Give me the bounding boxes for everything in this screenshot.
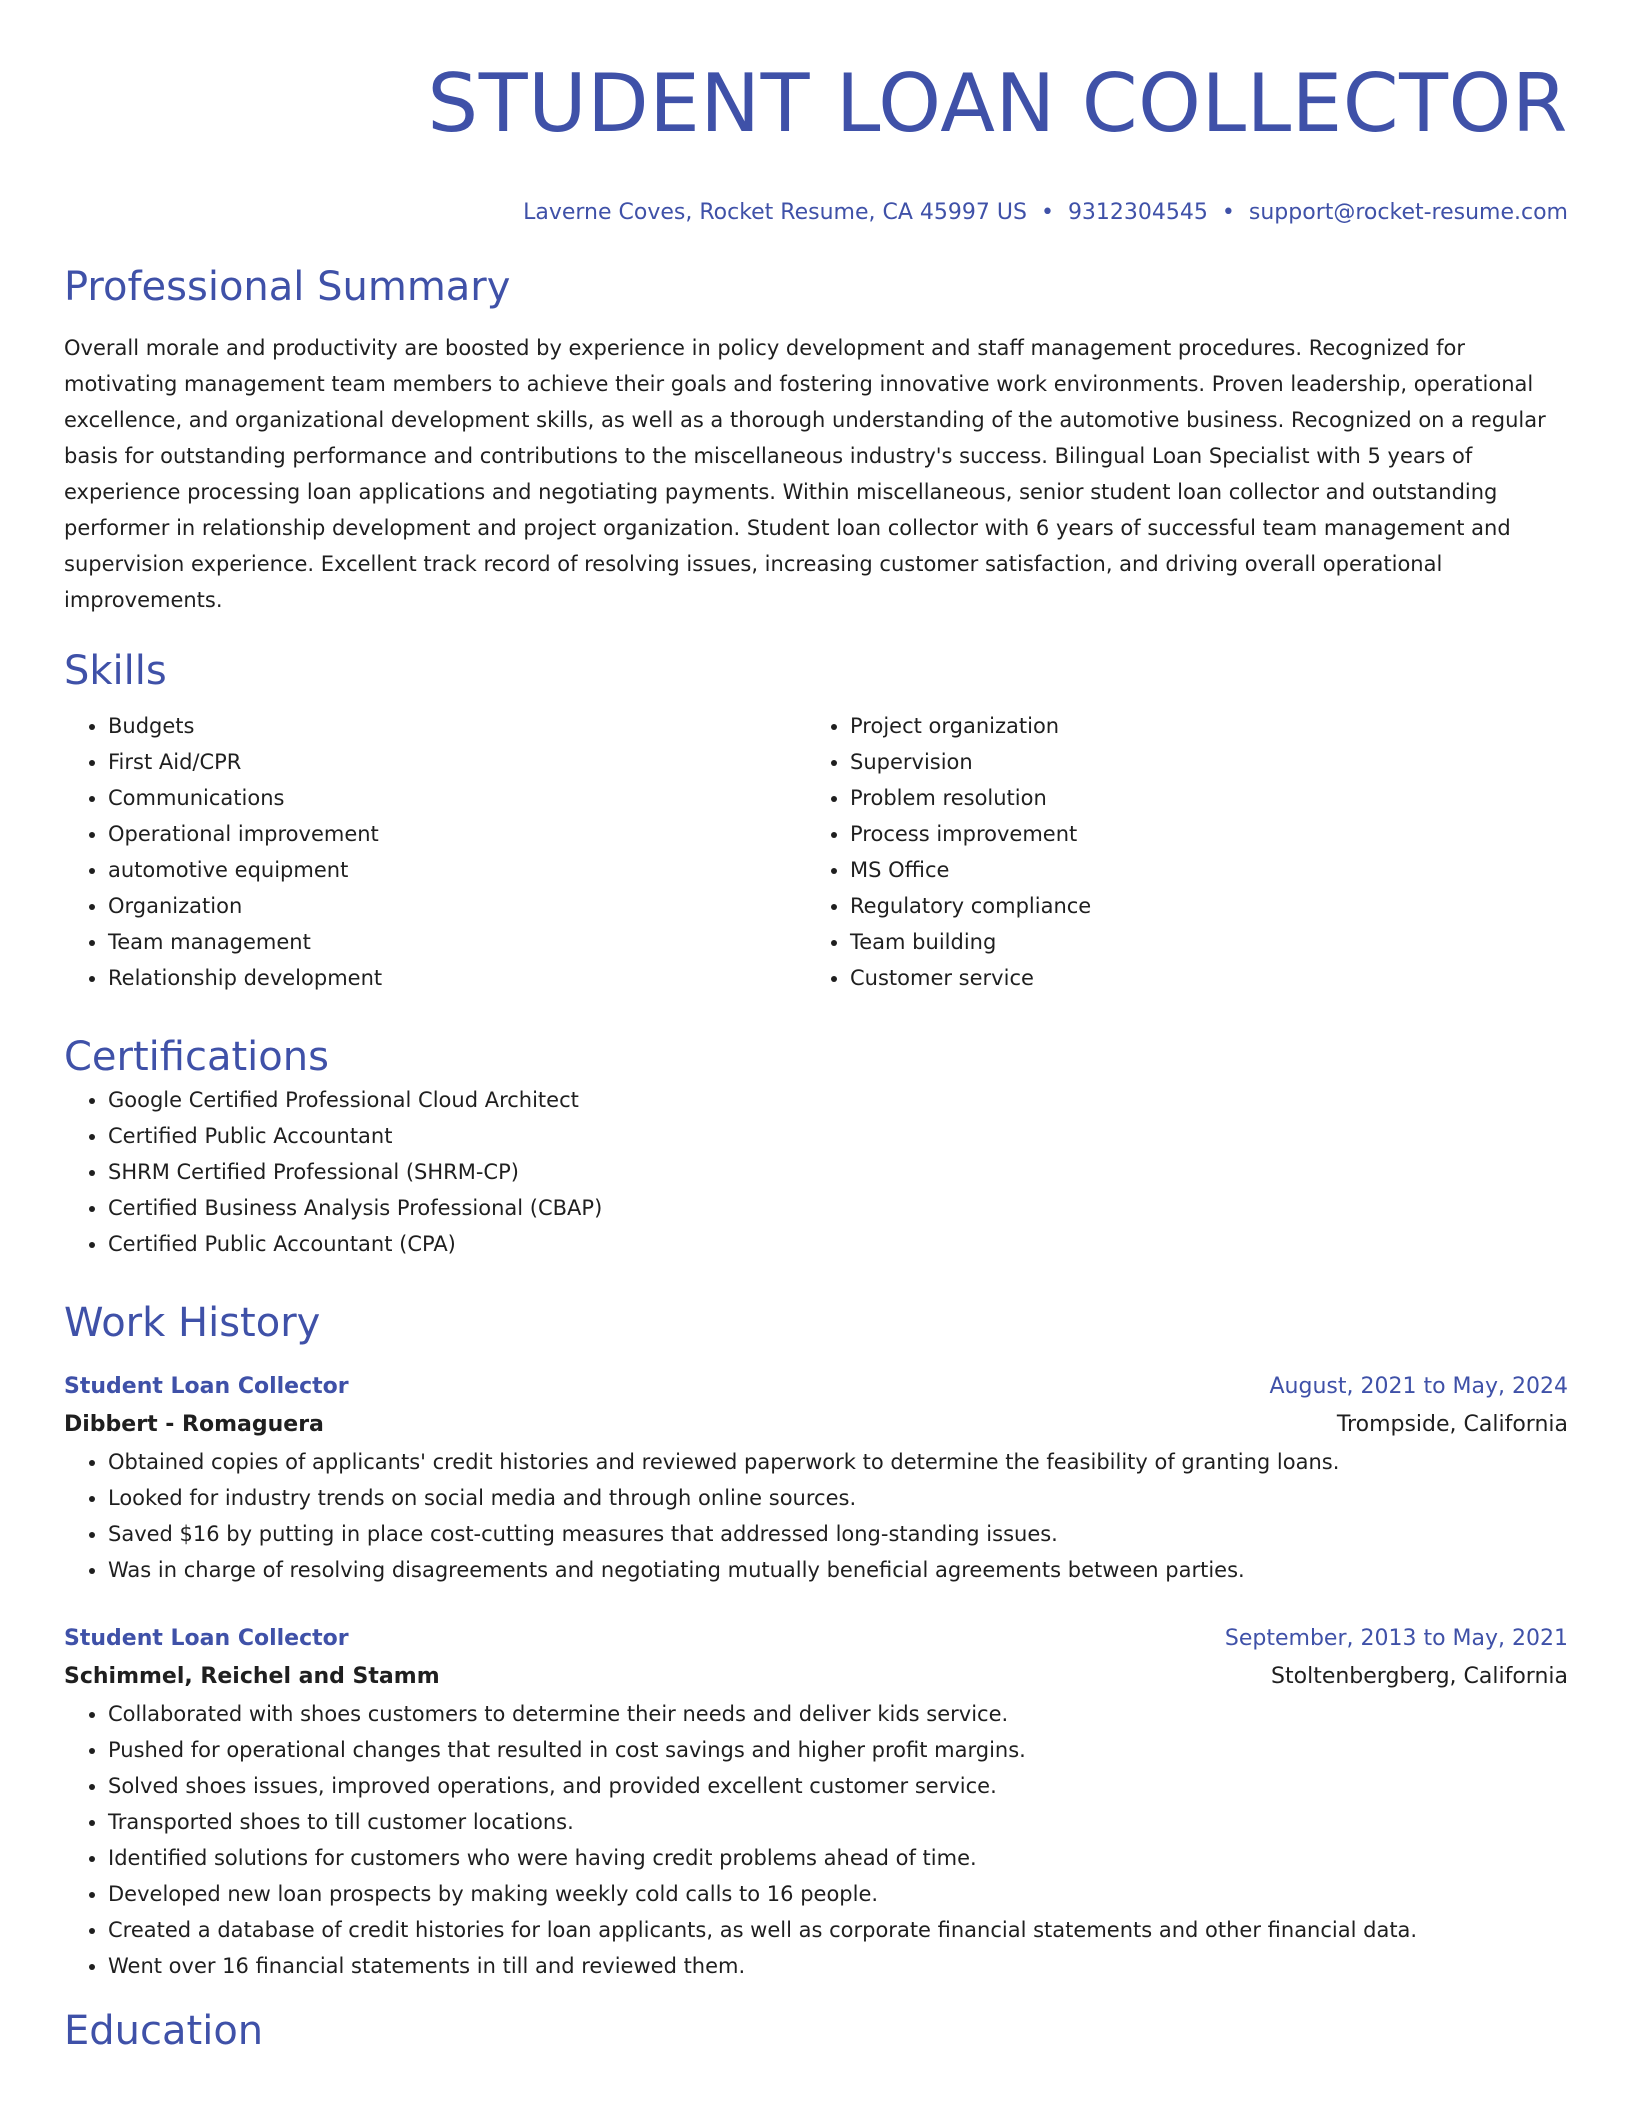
job-dates: August, 2021 to May, 2024 — [1269, 1374, 1568, 1399]
skills-column-right — [806, 708, 1548, 996]
skill-item: • Organization — [108, 888, 806, 924]
job-bullet: • Solved shoes issues, improved operations, and provided excellent customer service. — [108, 1768, 1568, 1804]
section-title-skills: Skills — [64, 648, 167, 694]
skills-column-left — [64, 708, 806, 996]
skill-item: • Relationship development — [108, 960, 806, 996]
certification-item: • Google Certified Professional Cloud Architect — [108, 1082, 1568, 1118]
candidate-title: STUDENT LOAN COLLECTOR — [427, 57, 1568, 150]
certification-item: • Certified Public Accountant (CPA) — [108, 1226, 1568, 1262]
skill-item: • Budgets — [108, 708, 806, 744]
certifications-list — [64, 1082, 1568, 1262]
job-bullet: • Identified solutions for customers who were having credit problems ahead of time. — [108, 1840, 1568, 1876]
skill-item: • Communications — [108, 780, 806, 816]
job-bullet: • Collaborated with shoes customers to determine their needs and deliver kids service. — [108, 1696, 1568, 1732]
job-bullet: • Looked for industry trends on social media and through online sources. — [108, 1480, 1568, 1516]
skill-item: • Team management — [108, 924, 806, 960]
skill-item: • First Aid/CPR — [108, 744, 806, 780]
section-title-work-history: Work History — [64, 1300, 321, 1346]
skill-item: • automotive equipment — [108, 852, 806, 888]
job-bullet: • Saved $16 by putting in place cost-cutting measures that addressed long-standing issues. — [108, 1516, 1568, 1552]
section-title-education: Education — [64, 2008, 264, 2054]
job-bullet: • Was in charge of resolving disagreements and negotiating mutually beneficial agreements between parties. — [108, 1552, 1568, 1588]
job-subheader — [64, 1406, 1568, 1444]
job-company: Dibbert - Romaguera — [64, 1412, 324, 1437]
contact-address: Laverne Coves, Rocket Resume, CA 45997 US — [523, 200, 1027, 225]
job-bullet: • Created a database of credit histories for loan applicants, as well as corporate financial statements and other financial data. — [108, 1912, 1568, 1948]
job-subheader — [64, 1658, 1568, 1696]
job-bullet: • Developed new loan prospects by making weekly cold calls to 16 people. — [108, 1876, 1568, 1912]
skill-item: • Operational improvement — [108, 816, 806, 852]
contact-separator: • — [1040, 200, 1054, 225]
skill-item: • Supervision — [850, 744, 1548, 780]
job-role: Student Loan Collector — [64, 1626, 349, 1651]
job-location: Stoltenbergberg, California — [1271, 1664, 1568, 1689]
summary-text: Overall morale and productivity are boosted by experience in policy development and staff management procedures. Recognized for motivating management team members to achieve their goals and fostering innovative work environments. Proven leadership, operational excellence, and organizational development skills, as well as a thorough understanding of the automotive business. Recognized on a regular basis for outstanding performance and contributions to the miscellaneous industry's success. Bilingual Loan Specialist with 5 years of experience processing loan applications and negotiating payments. Within miscellaneous, senior student loan collector and outstanding performer in relationship development and project organization. Student loan collector with 6 years of successful team management and supervision experience. Excellent track record of resolving issues, increasing customer satisfaction, and driving overall operational improvements. — [64, 336, 1546, 612]
skill-item: • Process improvement — [850, 816, 1548, 852]
skill-item: • Regulatory compliance — [850, 888, 1548, 924]
job-company: Schimmel, Reichel and Stamm — [64, 1664, 440, 1689]
job-header — [64, 1620, 1568, 1658]
contact-email: support@rocket-resume.com — [1248, 200, 1568, 225]
job-location: Trompside, California — [1336, 1412, 1568, 1437]
contact-line — [64, 198, 1568, 228]
skill-item: • MS Office — [850, 852, 1548, 888]
job-bullet: • Obtained copies of applicants' credit histories and reviewed paperwork to determine the feasibility of granting loans. — [108, 1444, 1568, 1480]
job-entry — [64, 1620, 1568, 1984]
skill-item: • Team building — [850, 924, 1548, 960]
job-bullets — [64, 1444, 1568, 1588]
skill-item: • Customer service — [850, 960, 1548, 996]
job-bullet: • Went over 16 financial statements in till and reviewed them. — [108, 1948, 1568, 1984]
skill-item: • Project organization — [850, 708, 1548, 744]
skill-item: • Problem resolution — [850, 780, 1548, 816]
job-bullets — [64, 1696, 1568, 1984]
job-header — [64, 1368, 1568, 1406]
contact-phone: 9312304545 — [1067, 200, 1208, 225]
skills-list-right — [806, 708, 1548, 996]
contact-separator: • — [1221, 200, 1235, 225]
section-title-summary: Professional Summary — [64, 264, 511, 310]
skills-list-left — [64, 708, 806, 996]
certification-item: • SHRM Certified Professional (SHRM-CP) — [108, 1154, 1568, 1190]
section-title-certifications: Certifications — [64, 1034, 329, 1080]
skills-columns — [64, 708, 1568, 996]
job-bullet: • Pushed for operational changes that resulted in cost savings and higher profit margins. — [108, 1732, 1568, 1768]
job-role: Student Loan Collector — [64, 1374, 349, 1399]
job-entry — [64, 1368, 1568, 1588]
certification-item: • Certified Business Analysis Professional (CBAP) — [108, 1190, 1568, 1226]
job-dates: September, 2013 to May, 2021 — [1224, 1626, 1568, 1651]
job-bullet: • Transported shoes to till customer locations. — [108, 1804, 1568, 1840]
certification-item: • Certified Public Accountant — [108, 1118, 1568, 1154]
